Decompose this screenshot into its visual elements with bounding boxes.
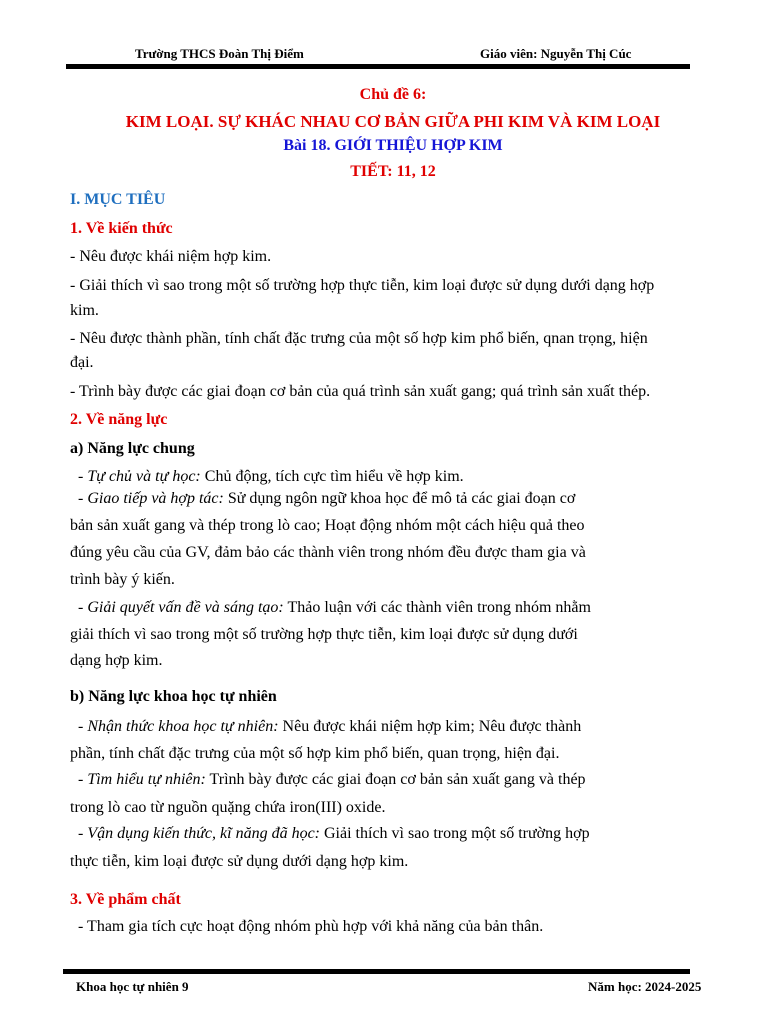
item-label: Nhận thức khoa học tự nhiên: [87,718,279,735]
general-item-communication: - Giao tiếp và hợp tác: Sử dụng ngôn ngữ khoa học để mô tả các giai đoạn cơ [70,490,576,507]
header-school: Trường THCS Đoàn Thị Điểm [135,46,304,61]
topic-name: KIM LOẠI. SỰ KHÁC NHAU CƠ BẢN GIỮA PHI KIM VÀ KIM LOẠI [125,112,661,131]
item-label: Vận dụng kiến thức, kĩ năng đã học: [87,825,320,842]
header-rule [66,64,690,69]
knowledge-line: kim. [70,302,99,319]
footer-rule [63,969,690,974]
item-text: Trình bày được các giai đoạn cơ bản sản xuất gang và thép [205,771,586,788]
subheading-qualities: 3. Về phẩm chất [70,891,181,908]
qualities-line: - Tham gia tích cực hoạt động nhóm phù hợp với khả năng của bản thân. [70,918,544,935]
general-item-continuation: dạng hợp kim. [70,652,163,669]
natural-item-continuation: phần, tính chất đặc trưng của một số hợp kim phổ biến, quan trọng, hiện đại. [70,745,560,762]
knowledge-line: - Nêu được khái niệm hợp kim. [70,248,272,265]
general-item-self-study: - Tự chủ và tự học: Chủ động, tích cực tìm hiểu về hợp kim. [70,468,464,485]
section-heading-objectives: I. MỤC TIÊU [70,191,166,208]
knowledge-line: - Nêu được thành phần, tính chất đặc trưng của một số hợp kim phổ biến, qnan trọng, hiện [70,330,648,347]
natural-item-continuation: thực tiễn, kim loại được sử dụng dưới dạng hợp kim. [70,853,409,870]
periods: TIẾT: 11, 12 [350,163,436,180]
knowledge-line: - Giải thích vì sao trong một số trường hợp thực tiễn, kim loại được sử dụng dưới dạng hợp [70,277,655,294]
item-text: Chủ động, tích cực tìm hiểu về hợp kim. [200,468,464,485]
footer-year: Năm học: 2024-2025 [588,979,702,994]
subheading-general-competence: a) Năng lực chung [70,440,195,457]
general-item-problem-solving: - Giải quyết vấn đề và sáng tạo: Thảo luận với các thành viên trong nhóm nhằm [70,599,591,616]
natural-item-cognition: - Nhận thức khoa học tự nhiên: Nêu được khái niệm hợp kim; Nêu được thành [70,718,582,735]
general-item-continuation: bản sản xuất gang và thép trong lò cao; Hoạt động nhóm một cách hiệu quả theo [70,517,585,534]
general-item-continuation: giải thích vì sao trong một số trường hợp thực tiễn, kim loại được sử dụng dưới [70,626,578,643]
item-label: Tự chủ và tự học: [87,468,201,485]
subheading-competence: 2. Về năng lực [70,411,168,428]
general-item-continuation: trình bày ý kiến. [70,571,175,588]
item-text: Nêu được khái niệm hợp kim; Nêu được thành [278,718,582,735]
general-item-continuation: đúng yêu cầu của GV, đảm bảo các thành viên trong nhóm đều được tham gia và [70,544,586,561]
item-label: Giao tiếp và hợp tác: [87,490,224,507]
topic-label: Chủ đề 6: [359,86,427,103]
knowledge-line: - Trình bày được các giai đoạn cơ bản của quá trình sản xuất gang; quá trình sản xuất thép. [70,383,651,400]
lesson-title: Bài 18. GIỚI THIỆU HỢP KIM [283,137,503,154]
header-teacher: Giáo viên: Nguyễn Thị Cúc [480,46,632,61]
subheading-natural-science-competence: b) Năng lực khoa học tự nhiên [70,688,277,705]
natural-item-continuation: trong lò cao từ nguồn quặng chứa iron(III) oxide. [70,799,386,816]
item-text: Sử dụng ngôn ngữ khoa học để mô tả các giai đoạn cơ [223,490,576,507]
item-text: Giải thích vì sao trong một số trường hợp [320,825,590,842]
item-label: Giải quyết vấn đề và sáng tạo: [87,599,284,616]
knowledge-line: đại. [70,354,94,371]
footer-subject: Khoa học tự nhiên 9 [76,979,189,994]
item-label: Tìm hiểu tự nhiên: [87,771,206,788]
item-text: Thảo luận với các thành viên trong nhóm nhằm [283,599,591,616]
natural-item-inquiry: - Tìm hiểu tự nhiên: Trình bày được các giai đoạn cơ bản sản xuất gang và thép [70,771,586,788]
subheading-knowledge: 1. Về kiến thức [70,220,173,237]
natural-item-application: - Vận dụng kiến thức, kĩ năng đã học: Giải thích vì sao trong một số trường hợp [70,825,590,842]
